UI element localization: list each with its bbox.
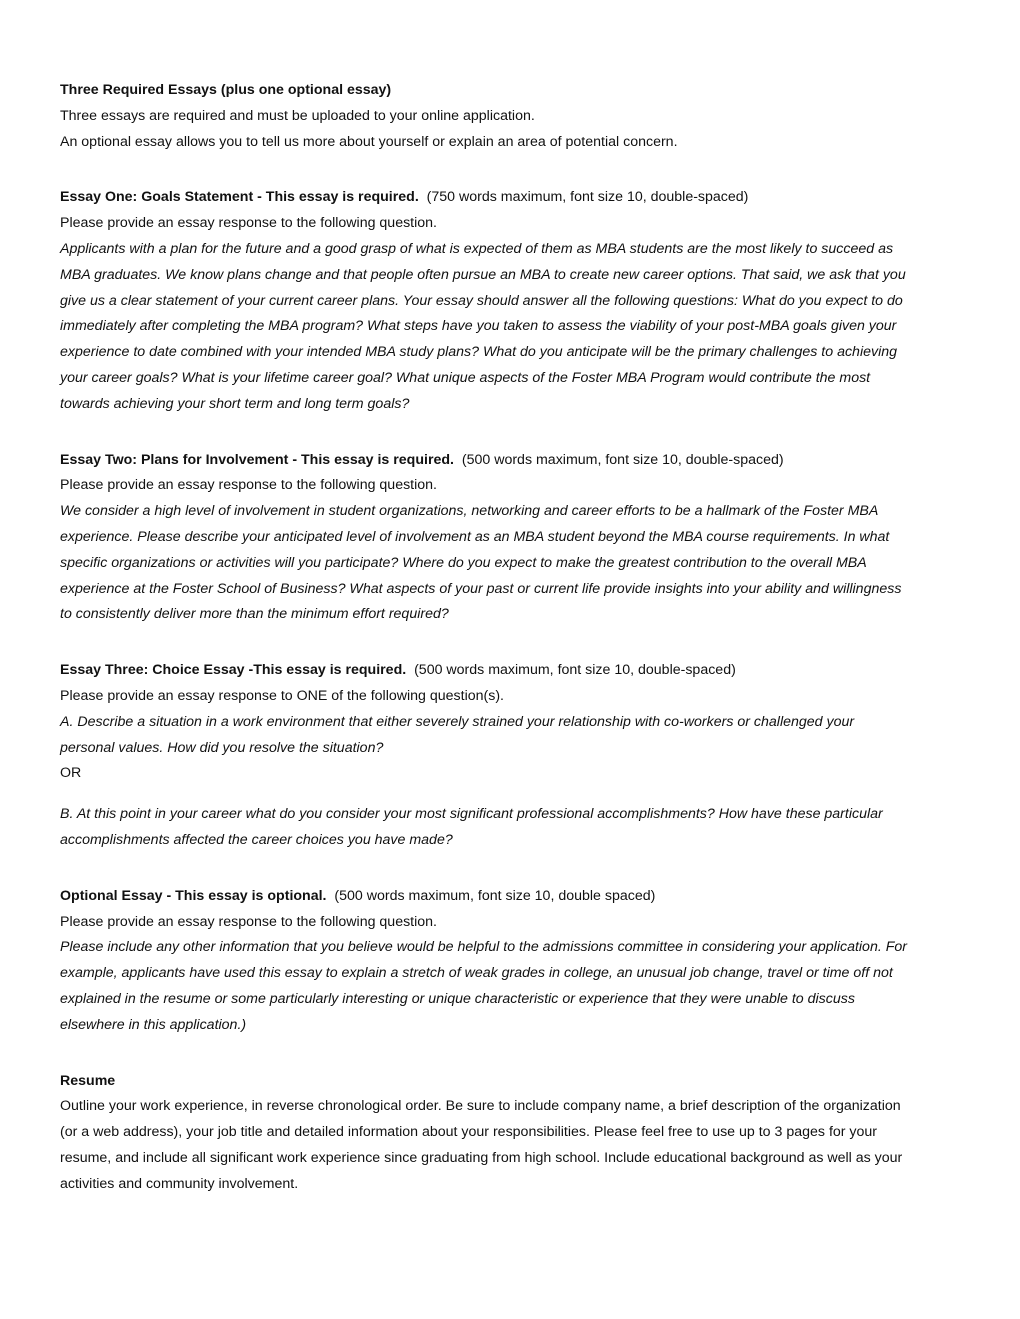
essay-two-prompt-line: specific organizations or activities will you participate? Where do you expect to make the greatest contribution to the overall MBA xyxy=(60,554,867,571)
intro-line: Three essays are required and must be uploaded to your online application. xyxy=(60,107,535,124)
essay-two-prompt-line: experience. Please describe your anticipated level of involvement as an MBA student beyond the MBA course requirements. In what xyxy=(60,528,890,545)
optional-essay-header xyxy=(60,884,965,910)
essay-three-option-a-line: A. Describe a situation in a work environment that either severely strained your relationship with co-workers or challenged your xyxy=(60,713,855,730)
essay-three-header xyxy=(60,658,965,684)
essay-two-section xyxy=(60,448,965,629)
spacer xyxy=(60,418,965,448)
optional-essay-spec: (500 words maximum, font size 10, double spaced) xyxy=(334,887,656,904)
essay-three-title: Essay Three: Choice Essay -This essay is required. xyxy=(60,662,407,679)
optional-essay-instruction: Please provide an essay response to the following question. xyxy=(60,913,437,930)
resume-line: (or a web address), your job title and detailed information about your responsibilities. Please feel free to use up to 3 pages for your xyxy=(60,1124,878,1141)
essay-two-prompt-line: experience at the Foster School of Business? What aspects of your past or current life provide insights into your ability and willingness xyxy=(60,580,902,597)
essay-three-option-a-line: personal values. How did you resolve the situation? xyxy=(60,739,384,756)
essay-one-prompt-line: towards achieving your short term and long term goals? xyxy=(60,395,410,412)
essay-one-header xyxy=(60,185,965,211)
essay-three-instruction: Please provide an essay response to ONE of the following question(s). xyxy=(60,687,504,704)
resume-line: resume, and include all significant work experience since graduating from high school. Include educational background as well as your xyxy=(60,1149,903,1166)
optional-essay-prompt-line: Please include any other information that you believe would be helpful to the admissions committee in considering your application. For xyxy=(60,939,907,956)
essay-one-instruction: Please provide an essay response to the following question. xyxy=(60,215,437,232)
essay-three-spec: (500 words maximum, font size 10, double-spaced) xyxy=(414,662,736,679)
intro-heading: Three Required Essays (plus one optional essay) xyxy=(60,82,392,98)
optional-essay-prompt-line: explained in the resume or some particularly interesting or unique characteristic or experience that they were unable to discuss xyxy=(60,990,855,1007)
essay-one-prompt-line: immediately after completing the MBA program? What steps have you taken to assess the viability of your post-MBA goals given your xyxy=(60,318,897,335)
essay-three-option-b-line: accomplishments affected the career choices you have made? xyxy=(60,831,453,848)
essay-three-section xyxy=(60,658,965,854)
spacer xyxy=(60,1039,965,1069)
optional-essay-title: Optional Essay - This essay is optional. xyxy=(60,887,327,904)
optional-essay-section xyxy=(60,884,965,1039)
spacer xyxy=(60,854,965,884)
spacer xyxy=(60,787,965,802)
spacer xyxy=(60,628,965,658)
essay-one-title: Essay One: Goals Statement - This essay is required. xyxy=(60,189,419,206)
document-page xyxy=(60,78,965,1197)
optional-essay-prompt-line: example, applicants have used this essay to explain a stretch of weak grades in college, an unusual job change, travel or time off not xyxy=(60,965,893,982)
essay-three-or: OR xyxy=(60,765,82,782)
essay-one-prompt-line: MBA graduates. We know plans change and that people often pursue an MBA to create new career options. That said, we ask that you xyxy=(60,266,906,283)
essay-two-header xyxy=(60,448,965,474)
optional-essay-prompt-line: elsewhere in this application.) xyxy=(60,1016,247,1033)
intro-section xyxy=(60,78,965,155)
essay-one-prompt-line: give us a clear statement of your current career plans. Your essay should answer all the following questions: What do you expect to do xyxy=(60,292,903,309)
spacer xyxy=(60,155,965,185)
essay-three-option-b-line: B. At this point in your career what do you consider your most significant professional accomplishments? How have these particular xyxy=(60,806,883,823)
essay-two-prompt-line: to consistently deliver more than the minimum effort required? xyxy=(60,606,449,623)
essay-one-prompt-line: Applicants with a plan for the future and a good grasp of what is expected of them as MBA students are the most likely to succeed as xyxy=(60,240,894,257)
resume-section xyxy=(60,1069,965,1198)
essay-two-title: Essay Two: Plans for Involvement - This essay is required. xyxy=(60,451,454,468)
essay-one-section xyxy=(60,185,965,417)
intro-line: An optional essay allows you to tell us more about yourself or explain an area of potential concern. xyxy=(60,133,678,150)
essay-two-spec: (500 words maximum, font size 10, double-spaced) xyxy=(461,451,784,468)
essay-two-instruction: Please provide an essay response to the following question. xyxy=(60,477,437,494)
resume-line: activities and community involvement. xyxy=(60,1175,299,1192)
essay-one-spec: (750 words maximum, font size 10, double-spaced) xyxy=(426,189,749,206)
resume-line: Outline your work experience, in reverse chronological order. Be sure to include company name, a brief description of the organization xyxy=(60,1098,901,1115)
essay-one-prompt-line: experience to date combined with your intended MBA study plans? What do you anticipate will be the primary challenges to achieving xyxy=(60,344,898,361)
resume-title: Resume xyxy=(60,1072,116,1089)
essay-one-prompt-line: your career goals? What is your lifetime career goal? What unique aspects of the Foster MBA Program would contribute the most xyxy=(60,369,871,386)
essay-two-prompt-line: We consider a high level of involvement in student organizations, networking and career efforts to be a hallmark of the Foster MBA xyxy=(60,503,879,520)
